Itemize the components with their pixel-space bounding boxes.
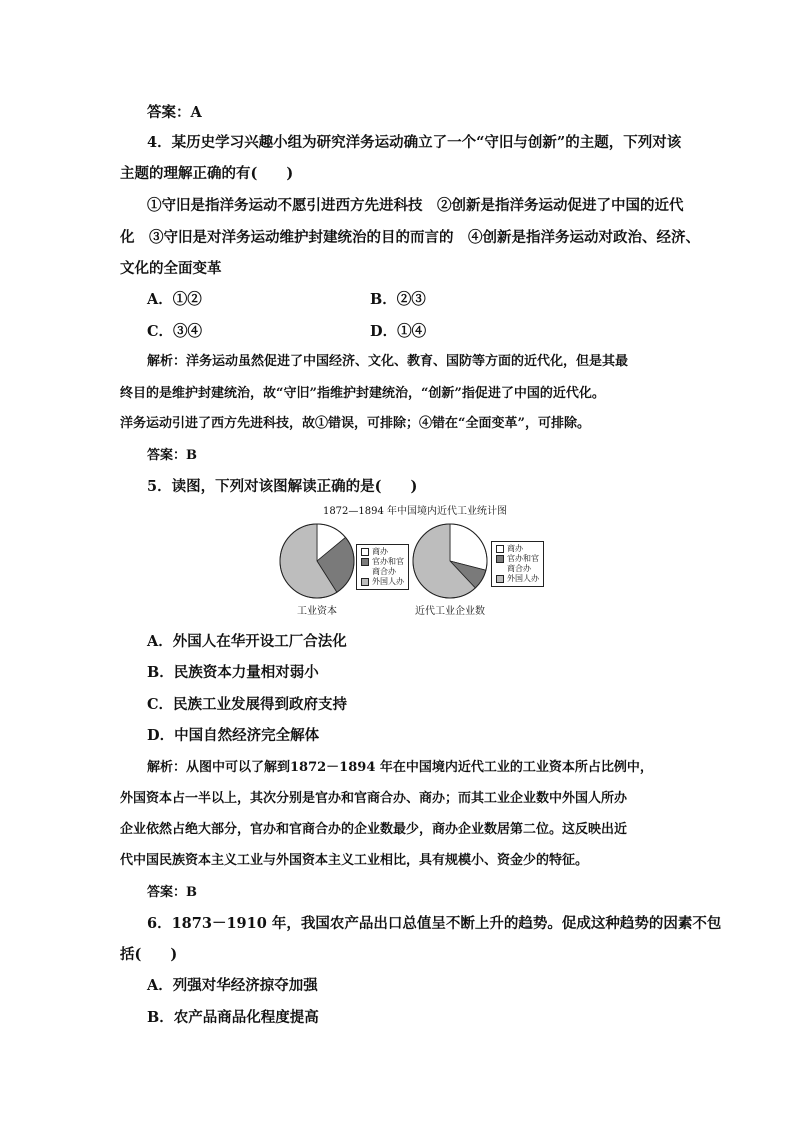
legend-item [496,554,539,564]
legend-item [361,567,404,577]
q4-option-c: C．③④ [147,323,203,340]
q5-option-c: C．民族工业发展得到政府支持 [147,696,348,713]
legend-swatch [361,548,369,556]
legend-swatch [361,558,369,566]
legend-swatch [496,555,504,563]
pie-svg-enterprise-count [411,522,489,600]
legend-item [496,544,539,554]
legend-label: 外国人办 [507,574,539,583]
q6-stem-line1: 6．1873－1910 年，我国农产品出口总值呈不断上升的趋势。促成这种趋势的因素不包 [147,915,722,932]
pie-label-enterprise-count: 近代工业企业数 [415,606,485,617]
legend-item [496,564,539,574]
legend-item [361,577,404,587]
chart-title: 1872—1894 年中国境内近代工业统计图 [322,506,508,517]
answer-a: 答案：A [147,104,202,121]
legend-item [496,574,539,584]
legend-label: 商办 [372,547,388,556]
legend-label: 商合办 [507,564,531,573]
q4-option-b: B．②③ [370,291,426,308]
legend-swatch [361,578,369,586]
pie-chart-enterprise-count [411,522,489,600]
q4-stem-line1: 4．某历史学习兴趣小组为研究洋务运动确立了一个“守旧与创新”的主题，下列对该 [147,134,682,151]
q4-statements-line1: ①守旧是指洋务运动不愿引进西方先进科技 ②创新是指洋务运动促进了中国的近代 [147,197,684,214]
q4-statements-line2: 化 ③守旧是对洋务运动维护封建统治的目的而言的 ④创新是指洋务运动对政治、经济、 [120,229,700,246]
pie-chart-industrial-capital [278,522,356,600]
q4-analysis-line2: 终目的是维护封建统治，故“守旧”指维护封建统治，“创新”指促进了中国的近代化。 [120,386,605,401]
legend-item [361,557,404,567]
q4-option-a: A．①② [147,291,202,308]
q6-option-b: B．农产品商品化程度提高 [147,1009,319,1026]
legend-label: 商合办 [372,567,396,576]
legend-label: 官办和官 [372,557,404,566]
q5-analysis-line4: 代中国民族资本主义工业与外国资本主义工业相比，具有规模小、资金少的特征。 [120,853,589,868]
q5-stem: 5．读图，下列对该图解读正确的是( ) [147,478,418,495]
q5-analysis-line2: 外国资本占一半以上，其次分别是官办和官商合办、商办；而其工业企业数中外国人所办 [120,791,628,806]
q5-option-b: B．民族资本力量相对弱小 [147,664,319,681]
legend-swatch [496,545,504,553]
legend-label: 商办 [507,544,523,553]
q6-option-a: A．列强对华经济掠夺加强 [147,977,318,994]
q4-statements-line3: 文化的全面变革 [120,260,222,277]
q4-analysis-line3: 洋务运动引进了西方先进科技，故①错误，可排除；④错在“全面变革”，可排除。 [120,416,590,431]
legend-enterprise-count [491,541,544,587]
q4-analysis-line1: 解析：洋务运动虽然促进了中国经济、文化、教育、国防等方面的近代化，但是其最 [147,354,629,369]
legend-item [361,547,404,557]
q4-option-d: D．①④ [370,323,427,340]
q4-answer: 答案：B [147,448,197,463]
q4-stem-line2: 主题的理解正确的有( ) [120,165,294,182]
legend-swatch [496,575,504,583]
q5-option-d: D．中国自然经济完全解体 [147,727,320,744]
q5-analysis-line1: 解析：从图中可以了解到1872－1894 年在中国境内近代工业的工业资本所占比例中， [147,760,653,775]
q5-answer: 答案：B [147,885,197,900]
pie-svg-industrial-capital [278,522,356,600]
pie-label-industrial-capital: 工业资本 [297,606,337,617]
q6-stem-line2: 括( ) [120,946,178,963]
legend-label: 外国人办 [372,577,404,586]
legend-industrial-capital [356,544,409,590]
q5-analysis-line3: 企业依然占绝大部分，官办和官商合办的企业数最少，商办企业数居第二位。这反映出近 [120,822,628,837]
q5-option-a: A．外国人在华开设工厂合法化 [147,633,347,650]
legend-label: 官办和官 [507,554,539,563]
